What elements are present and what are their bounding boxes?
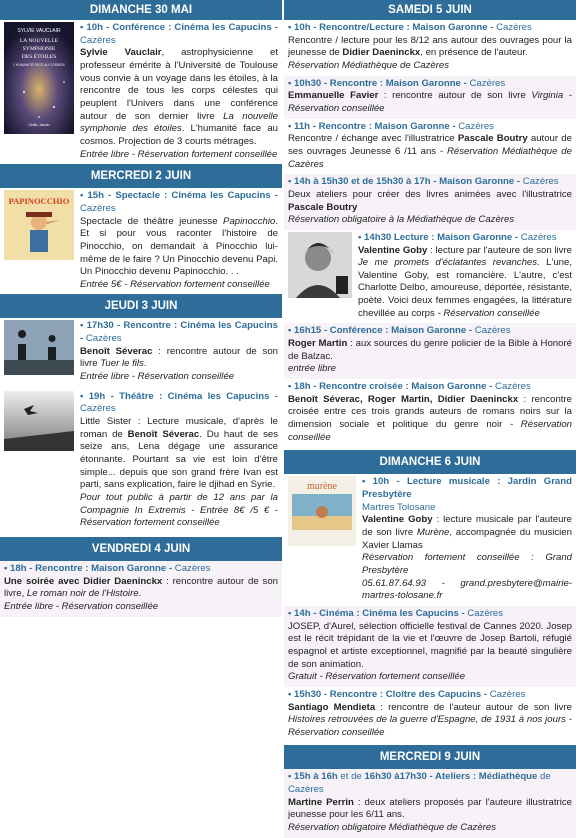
event-city: Martres Tolosane <box>362 501 436 513</box>
event-rencontre-boutry <box>284 119 576 175</box>
play-photo <box>4 391 74 530</box>
event-note: Pour tout public à partir de 12 ans par la Compagnie In Extremis - Entrée 8€ /5 € - Réservation fortement conseillée <box>80 492 278 529</box>
event-title: • 14h - Cinéma : Cinéma les Capucins - Cazères <box>288 607 504 619</box>
book-cover-image <box>4 22 74 161</box>
event-description: Une soirée avec Didier Daeninckx : rencontre autour de son livre, Le roman noir de l'Histoire. <box>4 575 278 600</box>
event-conference-martin <box>284 323 576 379</box>
event-rencontre-severac <box>0 318 282 386</box>
event-description: Emmanuelle Favier : rencontre autour de son livre Virginia - Réservation conseillée <box>288 90 572 114</box>
event-title: • 14h à 15h30 et de 15h30 à 17h - Maison Garonne - Cazères <box>288 176 559 188</box>
event-title: • 10h30 - Rencontre : Maison Garonne - Cazères <box>288 77 506 89</box>
event-title: • 11h - Rencontre : Maison Garonne - Cazères <box>288 120 494 132</box>
event-spectacle-papinocchio <box>0 188 282 294</box>
book-cover-murene <box>288 476 356 603</box>
svg-text:murène: murène <box>307 481 337 493</box>
event-note: Réservation obligatoire Médiathèque de Cazères <box>288 822 496 834</box>
event-note: Entrée libre - Réservation conseillée <box>4 600 159 612</box>
event-rencontre-daeninckx <box>0 561 282 617</box>
event-lecture-musicale-goby <box>284 474 576 606</box>
event-description: Little Sister : Lecture musicale, d'après le roman de Benoît Séverac. Du haut de ses seize ans, Lena dégage une assurance étonnante. Pourtant sa vie est loin d'être simple... depuis que son grand frère Ivan est parti, sans explication, faire le djihad en Syrie. <box>80 416 278 491</box>
event-note: Réservation Médiathèque de Cazères <box>288 59 450 71</box>
day-header: SAMEDI 5 JUIN <box>284 0 576 20</box>
event-description: Sylvie Vauclair, astrophysicienne et professeur émérite à l'Université de Toulouse vous convie à un voyage dans les étoiles, à la rencontre de tous les corps célestes qui peuplent l'Univers dans une conférence autour de son dernier livre La nouvelle symphonie des étoiles. L'humanité face au cosmos. Projection de 3 courts métrages. <box>80 47 278 147</box>
event-title: • 14h30 Lecture : Maison Garonne - Cazères <box>358 231 557 243</box>
event-title: • 18h - Rencontre : Maison Garonne - Cazères <box>4 562 211 574</box>
poster-image <box>4 190 74 291</box>
event-description: Deux ateliers pour créer des livres animées avec l'illustratrice Pascale Boutry <box>288 188 572 213</box>
day-header: DIMANCHE 6 JUIN <box>284 450 576 474</box>
event-ateliers-perrin <box>284 769 576 837</box>
svg-text:Odile Jacob: Odile Jacob <box>28 122 50 127</box>
event-theatre-little-sister <box>0 387 282 533</box>
day-header: JEUDI 3 JUIN <box>0 294 282 318</box>
event-description: Benoît Séverac, Roger Martin, Didier Daeninckx : rencontre croisée entre ces trois grands auteurs de romans noirs sur la dimension sociale et politique du genre noir - Réservation conseillée <box>288 393 572 443</box>
event-cinema-josep <box>284 606 576 687</box>
event-description: Santiago Mendieta : rencontre de l'auteur autour de son livre Histoires retrouvées de la guerre d'Espagne, de 1931 à nos jours - Réservation conseillée <box>288 701 572 738</box>
event-rencontre-mendieta <box>284 687 576 743</box>
event-rencontre-croisee <box>284 379 576 447</box>
event-lecture-daeninckx <box>284 20 576 76</box>
day-header: MERCREDI 9 JUIN <box>284 745 576 769</box>
event-title: • 18h - Rencontre croisée : Maison Garonne - Cazères <box>288 381 531 393</box>
event-title: • 16h15 - Conférence : Maison Garonne - Cazères <box>288 325 511 337</box>
event-note: Entrée 5€ - Réservation fortement conseillée <box>80 278 270 290</box>
event-note: Entrée libre - Réservation fortement conseillée <box>80 148 278 160</box>
event-note: Gratuit - Réservation fortement conseillée <box>288 671 466 683</box>
svg-text:LA NOUVELLE: LA NOUVELLE <box>19 38 59 44</box>
right-column <box>284 0 576 838</box>
event-description: Rencontre / échange avec l'illustratrice Pascale Boutry autour de ses ouvrages Jeunesse 6 /11 ans - Réservation Médiathèque de Cazères <box>288 133 572 170</box>
event-note: Réservation obligatoire à la Médiathèque de Cazères <box>288 214 515 226</box>
event-description: JOSEP, d'Aurel, sélection officielle festival de Cannes 2020. Josep est le récit trépidant de la vie et l'œuvre de Josep Bartoli, réfugié espagnol et artiste exceptionnel, magnifié par la beauté singulière de son animation. <box>288 620 572 670</box>
event-title: • 15h - Spectacle : Cinéma les Capucins - Cazères <box>80 190 278 214</box>
left-column <box>0 0 282 617</box>
event-title: • 15h à 16h et de 16h30 à17h30 - Ateliers : Médiathèque de Cazères <box>288 771 551 796</box>
event-description: Valentine Goby : lecture par l'auteure de son livre Je me promets d'éclatantes revanches. L'une, Valentine Goby, est romancière. L'autre, c'est Charlotte Delbo, amoureuse, déportée, résistante, poète. Voici deux femmes engagées, la littérature chevillée au corps - Réservation conseillée <box>358 244 573 319</box>
book-photo <box>4 320 74 383</box>
svg-text:L'HUMANITÉ FACE AU COSMOS: L'HUMANITÉ FACE AU COSMOS <box>13 63 65 67</box>
day-header: MERCREDI 2 JUIN <box>0 164 282 188</box>
event-description: Spectacle de théâtre jeunesse Papinocchio. Et si pour vous raconter l'histoire de Pinocchio, on demandait à Pinocchio lui-même de le faire ? Un Pinocchio devenu Papi. Un Pinocchio devenu Papinocchio. . . <box>80 215 278 278</box>
event-description: Benoît Séverac : rencontre autour de son livre Tuer le fils. <box>80 345 278 370</box>
event-lecture-goby <box>284 230 576 324</box>
event-title: • 10h - Lecture musicale : Jardin Grand Presbytère <box>362 476 572 500</box>
event-contact[interactable]: 05.61.87.64.93 - grand.presbytere@mairie-martres-tolosane.fr <box>362 577 572 602</box>
event-rencontre-favier <box>284 76 576 119</box>
svg-text:PAPINOCCHIO: PAPINOCCHIO <box>8 196 70 207</box>
event-description: Rencontre / lecture pour les 8/12 ans autour des ouvrages pour la jeunesse de Didier Daeninckx, en présence de l'auteur. <box>288 34 572 59</box>
event-title: • 19h - Théâtre : Cinéma les Capucins - Cazères <box>80 390 278 415</box>
svg-text:DES ÉTOILES: DES ÉTOILES <box>21 54 57 60</box>
event-note: entrée libre <box>288 363 336 375</box>
event-title: • 15h30 - Rencontre : Cloître des Capucins - Cazères <box>288 688 526 700</box>
event-description: Valentine Goby : lecture musicale par l'auteure de son livre Murène, accompagnée du musicien Xavier Llamas <box>362 514 572 551</box>
day-header: VENDREDI 4 JUIN <box>0 537 282 561</box>
event-title: • 10h - Conférence : Cinéma les Capucins - Cazères <box>80 22 278 46</box>
event-description: Roger Martin : aux sources du genre policier de la Bible à Honoré de Balzac. <box>288 338 572 362</box>
event-note: Entrée libre - Réservation conseillée <box>80 371 235 383</box>
event-conference-vauclair <box>0 20 282 164</box>
event-note: Réservation fortement conseillée : Grand Presbytère <box>362 552 572 576</box>
event-title: • 10h - Rencontre/Lecture : Maison Garonne - Cazères <box>288 22 532 33</box>
author-photo <box>288 232 352 321</box>
event-title: • 17h30 - Rencontre : Cinéma les Capucins - Cazères <box>80 320 278 345</box>
event-description: Martine Perrin : deux ateliers proposés par l'auteure illustratrice jeunesse pour les 6/11 ans. <box>288 796 572 821</box>
svg-text:SYLVIE VAUCLAIR: SYLVIE VAUCLAIR <box>17 28 61 34</box>
svg-text:SYMPHONIE: SYMPHONIE <box>22 46 56 52</box>
event-ateliers-boutry <box>284 174 576 230</box>
day-header: DIMANCHE 30 MAI <box>0 0 282 20</box>
